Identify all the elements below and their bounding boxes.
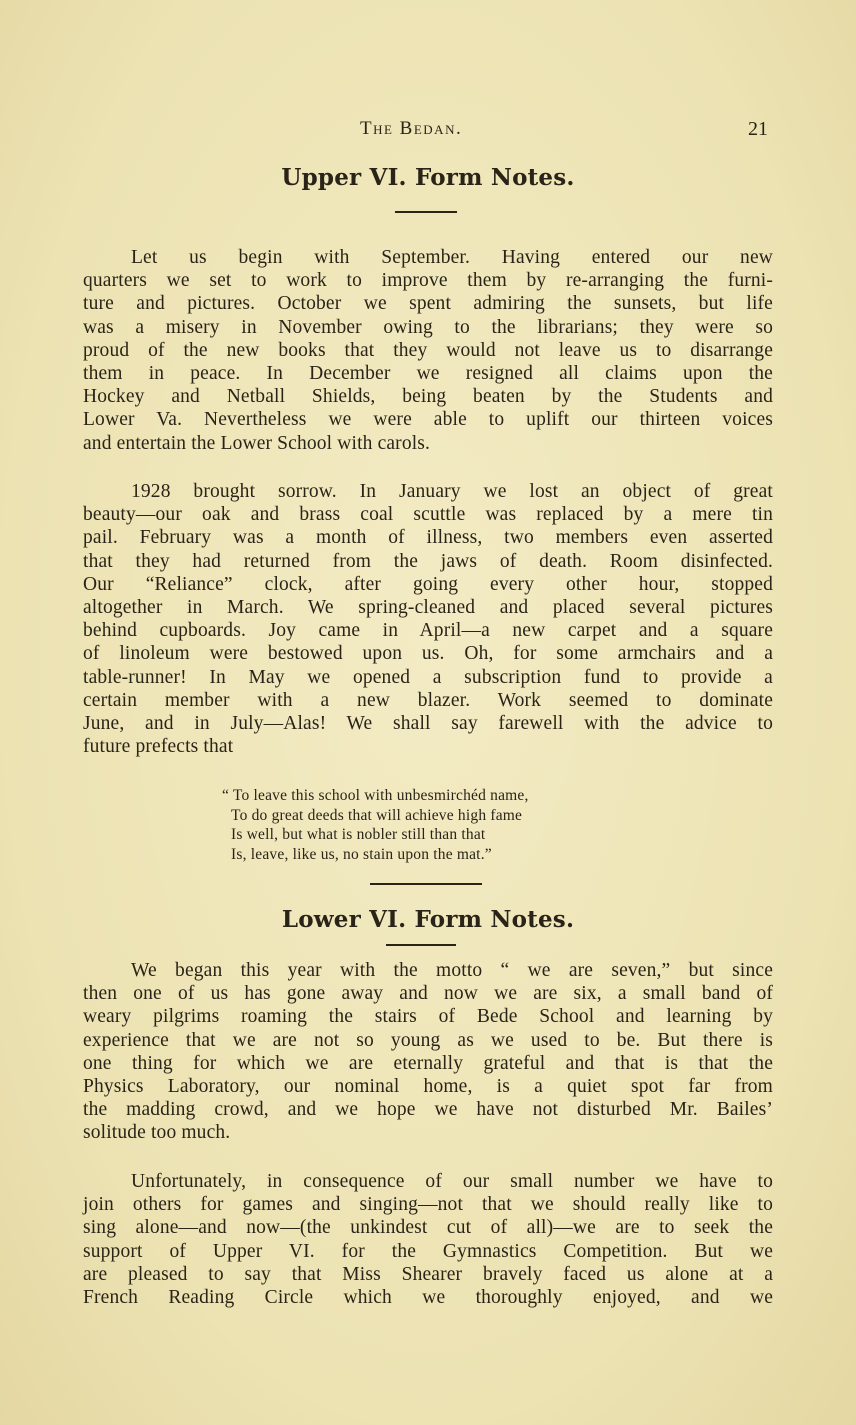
- journal-title: The Bedan.: [360, 118, 463, 139]
- text-line: behind cupboards. Joy came in April—a new carpet and a square: [83, 620, 773, 642]
- text-line: weary pilgrims roaming the stairs of Bede School and learning by: [83, 1006, 773, 1028]
- lower-vi-paragraph-2: [83, 1170, 773, 1309]
- text-line: future prefects that: [83, 736, 234, 758]
- text-line: pail. February was a month of illness, two members even asserted: [83, 527, 773, 549]
- text-line: support of Upper VI. for the Gymnastics Competition. But we: [83, 1240, 773, 1262]
- verse-line: “ To leave this school with unbesmirchéd name,: [222, 787, 529, 804]
- text-line: proud of the new books that they would not leave us to disarrange: [83, 339, 773, 361]
- text-line: 1928 brought sorrow. In January we lost an object of great: [131, 481, 773, 502]
- text-line: experience that we are not so young as we used to be. But there is: [83, 1029, 773, 1051]
- text-line: ture and pictures. October we spent admiring the sunsets, but life: [83, 293, 773, 315]
- text-line: June, and in July—Alas! We shall say farewell with the advice to: [83, 713, 773, 735]
- upper-vi-paragraph-1: [83, 246, 773, 455]
- text-line: Our “Reliance” clock, after going every other hour, stopped: [83, 573, 773, 595]
- text-line: Lower Va. Nevertheless we were able to uplift our thirteen voices: [83, 409, 773, 431]
- text-line: them in peace. In December we resigned all claims upon the: [83, 363, 773, 385]
- running-head: [0, 118, 856, 144]
- title-rule: [386, 944, 456, 946]
- page-number: 21: [748, 118, 768, 140]
- text-line: Hockey and Netball Shields, being beaten by the Students and: [83, 386, 773, 408]
- section-divider: [370, 883, 482, 885]
- text-line: solitude too much.: [83, 1122, 231, 1144]
- text-line: French Reading Circle which we thoroughly enjoyed, and we: [83, 1287, 773, 1309]
- upper-vi-paragraph-2: [83, 480, 773, 758]
- text-line: was a misery in November owing to the librarians; they were so: [83, 316, 773, 338]
- text-line: the madding crowd, and we hope we have not disturbed Mr. Bailes’: [83, 1099, 773, 1121]
- text-line: We began this year with the motto “ we are seven,” but since: [131, 960, 773, 981]
- text-line: that they had returned from the jaws of death. Room disinfected.: [83, 550, 773, 572]
- verse-line: Is, leave, like us, no stain upon the mat.”: [231, 845, 492, 863]
- text-line: altogether in March. We spring-cleaned and placed several pictures: [83, 597, 773, 619]
- text-line: table-runner! In May we opened a subscription fund to provide a: [83, 666, 773, 688]
- verse-line: Is well, but what is nobler still than that: [231, 826, 486, 843]
- verse-quotation: [222, 786, 642, 864]
- text-line: join others for games and singing—not that we should really like to: [83, 1194, 773, 1216]
- text-line: Physics Laboratory, our nominal home, is a quiet spot far from: [83, 1076, 773, 1098]
- text-line: of linoleum were bestowed upon us. Oh, for some armchairs and a: [83, 643, 773, 665]
- text-line: are pleased to say that Miss Shearer bravely faced us alone at a: [83, 1263, 773, 1285]
- text-line: quarters we set to work to improve them by re-arranging the furni-: [83, 270, 773, 292]
- text-line: one thing for which we are eternally grateful and that is that the: [83, 1052, 773, 1074]
- text-line: Let us begin with September. Having entered our new: [131, 247, 773, 268]
- text-line: beauty—our oak and brass coal scuttle was replaced by a mere tin: [83, 504, 773, 526]
- text-line: certain member with a new blazer. Work seemed to dominate: [83, 689, 773, 711]
- title-rule: [395, 211, 457, 213]
- lower-vi-title: Lower VI. Form Notes.: [281, 906, 575, 933]
- text-line: then one of us has gone away and now we are six, a small band of: [83, 983, 773, 1005]
- text-line: sing alone—and now—(the unkindest cut of all)—we are to seek the: [83, 1217, 773, 1239]
- text-line: and entertain the Lower School with carols.: [83, 432, 431, 454]
- text-line: Unfortunately, in consequence of our small number we have to: [131, 1171, 773, 1192]
- lower-vi-paragraph-1: [83, 959, 773, 1145]
- verse-line: To do great deeds that will achieve high fame: [231, 806, 523, 824]
- upper-vi-title: Upper VI. Form Notes.: [281, 164, 575, 191]
